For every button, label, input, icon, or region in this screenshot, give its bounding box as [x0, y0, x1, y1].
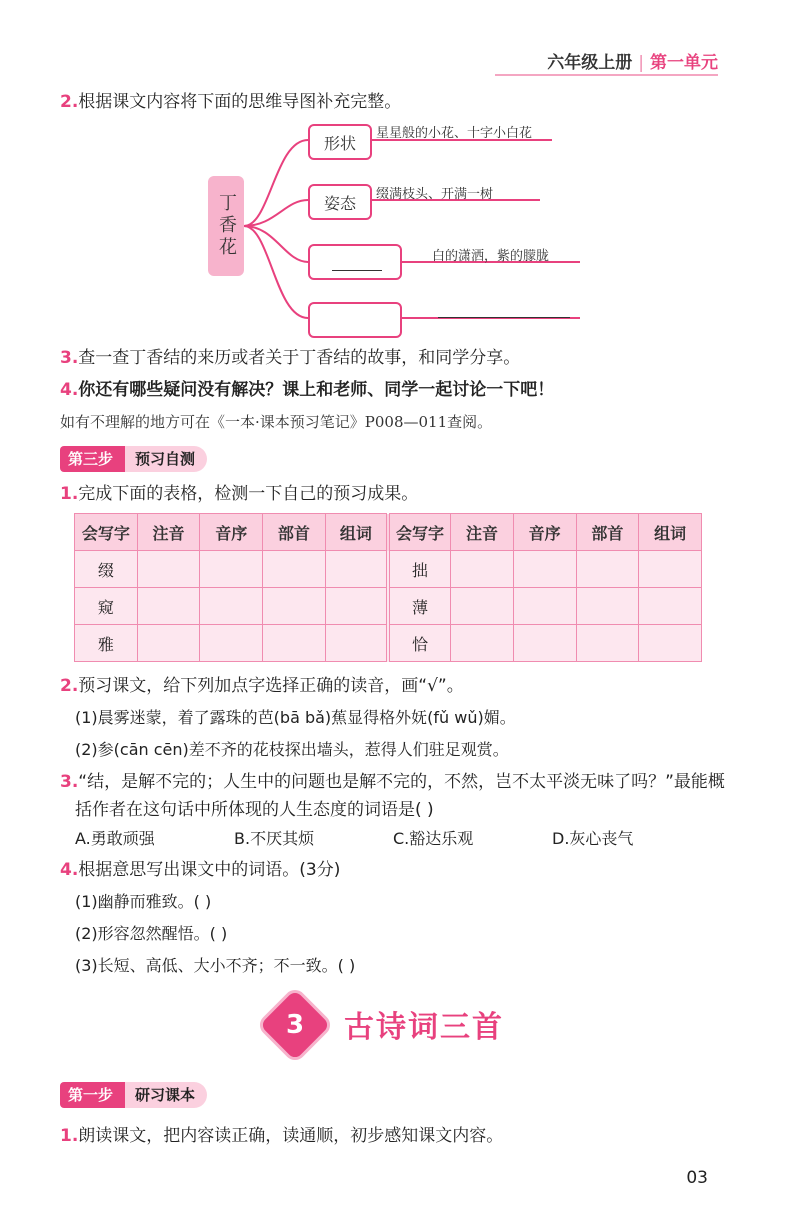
question-number: 4.	[60, 380, 79, 400]
question-3	[60, 346, 520, 370]
table-header: 音序	[200, 514, 263, 551]
table-cell-input[interactable]	[451, 625, 514, 662]
table-cell-input[interactable]	[639, 551, 702, 588]
table-row	[75, 551, 702, 588]
step-title: 研习课本	[117, 1082, 207, 1108]
option-a[interactable]: A.勇敢顽强	[75, 829, 155, 848]
word-item-3[interactable]: (3)长短、高低、大小不齐；不一致。( )	[75, 956, 356, 975]
table-cell-input[interactable]	[576, 625, 639, 662]
mindmap-branch-shape: 形状	[308, 124, 372, 160]
option-c[interactable]: C.豁达乐观	[393, 829, 474, 848]
question-text: 完成下面的表格，检测一下自己的预习成果。	[78, 484, 419, 504]
mindmap-desc-shape: 星星般的小花、十字小白花	[376, 126, 533, 141]
lesson-number-badge	[260, 990, 331, 1061]
table-cell-char: 窥	[75, 588, 138, 625]
question-text: “结，是解不完的；人生中的问题也是解不完的，不然，岂不太平淡无味了吗？”最能概	[78, 772, 725, 792]
table-header: 会写字	[75, 514, 138, 551]
question-number: 2.	[60, 92, 79, 112]
test-question-1	[60, 482, 418, 506]
table-header: 组词	[325, 514, 388, 551]
word-item-1[interactable]: (1)幽静而雅致。( )	[75, 892, 212, 911]
table-row	[75, 625, 702, 662]
pronunciation-item-1[interactable]: (1)晨雾迷蒙，着了露珠的芭(bā bǎ)蕉显得格外妩(fǔ wǔ)媚。	[75, 708, 516, 727]
table-cell-input[interactable]	[200, 551, 263, 588]
question-text: 预习课文，给下列加点字选择正确的读音，画“√”。	[78, 676, 464, 696]
table-cell-char: 缀	[75, 551, 138, 588]
header-separator: |	[638, 53, 644, 73]
question-number: 1.	[60, 1126, 79, 1146]
table-cell-input[interactable]	[137, 625, 200, 662]
lesson-title: 古诗词三首	[344, 1010, 504, 1045]
question-4	[60, 378, 554, 402]
table-header: 注音	[451, 514, 514, 551]
table-cell-input[interactable]	[200, 588, 263, 625]
test-question-4	[60, 858, 340, 882]
test-question-3-line2: 括作者在这句话中所体现的人生态度的词语是( )	[75, 800, 434, 820]
table-row	[75, 588, 702, 625]
unit-label: 第一单元	[650, 53, 718, 73]
table-cell-input[interactable]	[263, 551, 326, 588]
table-cell-input[interactable]	[639, 588, 702, 625]
reference-note: 如有不理解的地方可在《一本·课本预习笔记》P008—011查阅。	[60, 413, 493, 431]
question-text: 根据课文内容将下面的思维导图补充完整。	[78, 92, 402, 112]
table-header-row	[75, 514, 702, 551]
table-cell-input[interactable]	[513, 551, 576, 588]
table-cell-input[interactable]	[200, 625, 263, 662]
table-cell-input[interactable]	[325, 551, 388, 588]
grade-label: 六年级上册	[547, 53, 633, 73]
table-cell-char: 恰	[388, 625, 451, 662]
question-text: 查一查丁香结的来历或者关于丁香结的故事，和同学分享。	[78, 348, 521, 368]
table-cell-input[interactable]	[576, 551, 639, 588]
table-cell-input[interactable]	[137, 551, 200, 588]
table-cell-input[interactable]	[263, 625, 326, 662]
question-text: 你还有哪些疑问没有解决？课上和老师、同学一起讨论一下吧！	[78, 380, 555, 400]
mindmap-desc-color: 白的潇洒，紫的朦胧	[432, 249, 550, 264]
step-label: 第三步	[60, 446, 125, 472]
mindmap-branch-posture: 姿态	[308, 184, 372, 220]
table-cell-input[interactable]	[451, 588, 514, 625]
question-number: 3.	[60, 772, 79, 792]
question-number: 4.	[60, 860, 79, 880]
table-cell-input[interactable]	[451, 551, 514, 588]
word-item-2[interactable]: (2)形容忽然醒悟。( )	[75, 924, 228, 943]
lesson-number: 3	[285, 1010, 305, 1040]
mindmap-desc-posture: 缀满枝头、开满一树	[376, 187, 494, 202]
option-d[interactable]: D.灰心丧气	[552, 829, 634, 848]
test-question-2	[60, 674, 464, 698]
table-cell-input[interactable]	[513, 625, 576, 662]
mindmap-root: 丁香花	[208, 176, 244, 276]
step-label: 第一步	[60, 1082, 125, 1108]
table-cell-char: 薄	[388, 588, 451, 625]
question-number: 1.	[60, 484, 79, 504]
table-header: 注音	[137, 514, 200, 551]
mindmap-branch-blank-1[interactable]	[308, 244, 402, 280]
answer-blank-line	[332, 270, 382, 271]
table-cell-char: 雅	[75, 625, 138, 662]
table-header: 音序	[513, 514, 576, 551]
step-1-banner	[60, 1082, 207, 1108]
mindmap-branch-blank-2[interactable]	[308, 302, 402, 338]
table-cell-input[interactable]	[576, 588, 639, 625]
table-header: 部首	[576, 514, 639, 551]
table-cell-input[interactable]	[263, 588, 326, 625]
table-cell-input[interactable]	[325, 588, 388, 625]
study-question-1	[60, 1124, 503, 1148]
question-number: 3.	[60, 348, 79, 368]
step-3-banner	[60, 446, 207, 472]
test-question-3	[60, 770, 725, 794]
answer-blank-line-2[interactable]	[438, 317, 570, 318]
table-cell-input[interactable]	[639, 625, 702, 662]
table-cell-input[interactable]	[325, 625, 388, 662]
table-cell-input[interactable]	[137, 588, 200, 625]
page-number: 03	[686, 1168, 708, 1188]
table-header: 部首	[263, 514, 326, 551]
table-header: 会写字	[388, 514, 451, 551]
table-cell-char: 拙	[388, 551, 451, 588]
pronunciation-item-2[interactable]: (2)参(cān cēn)差不齐的花枝探出墙头，惹得人们驻足观赏。	[75, 740, 509, 759]
question-text: 朗读课文，把内容读正确，读通顺，初步感知课文内容。	[78, 1126, 504, 1146]
option-b[interactable]: B.不厌其烦	[234, 829, 315, 848]
table-header: 组词	[639, 514, 702, 551]
question-text: 根据意思写出课文中的词语。(3分)	[78, 860, 341, 880]
table-cell-input[interactable]	[513, 588, 576, 625]
preview-table	[74, 513, 702, 662]
question-number: 2.	[60, 676, 79, 696]
step-title: 预习自测	[117, 446, 207, 472]
